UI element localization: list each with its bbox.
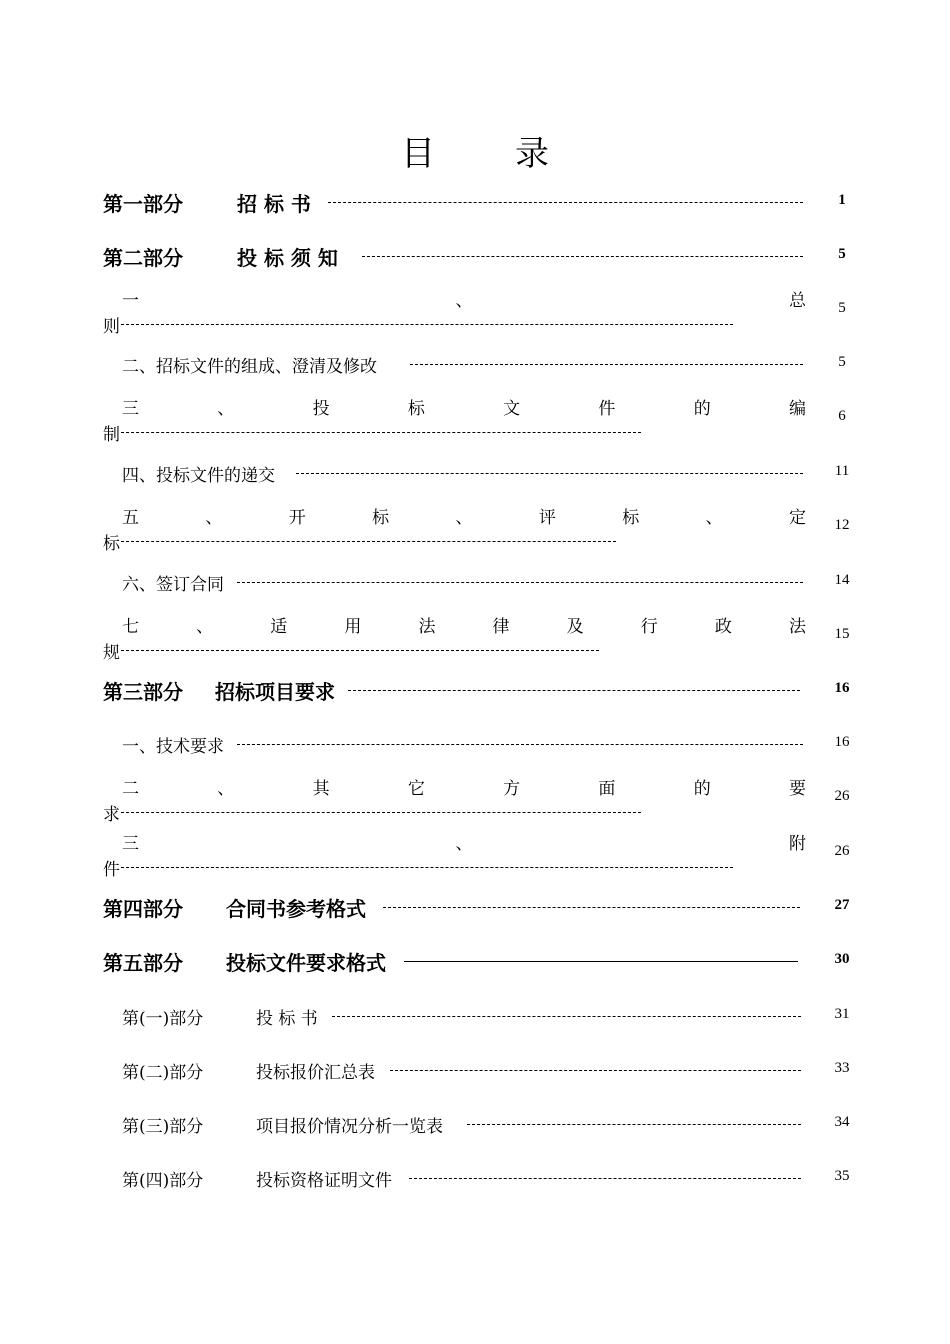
entry-title: 四、投标文件的递交 [122,466,275,486]
dot-leader [390,1070,801,1071]
page-number: 31 [834,1006,850,1022]
entry-title-line1: 五 、 开 标 、 评 标 、 定 [122,508,806,528]
dot-leader [121,812,641,813]
page-number: 15 [834,626,850,642]
part-label: 第五部分 [103,951,183,975]
entry-title-line2: 求 [103,805,120,825]
page-number: 27 [834,897,850,913]
dot-leader [237,582,803,583]
entry-title: 合同书参考格式 [226,897,366,921]
dot-leader [410,364,803,365]
page-number: 16 [834,680,850,696]
page-number: 6 [838,408,846,424]
page-number: 11 [834,463,850,479]
dot-leader [404,961,798,962]
part-label: 第二部分 [103,246,183,270]
page-number: 35 [834,1168,850,1184]
dot-leader [121,432,641,433]
dot-leader [409,1178,801,1179]
page-number: 30 [834,951,850,967]
toc-title [0,126,950,175]
entry-title-line2: 标 [103,534,120,554]
entry-title: 投标报价汇总表 [256,1063,375,1083]
entry-title: 投 标 书 [256,1009,318,1029]
dot-leader [328,202,803,203]
entry-title-line2: 规 [103,643,120,663]
title-char-2: 录 [515,134,549,174]
entry-title: 投标文件要求格式 [226,951,386,975]
dot-leader [362,256,803,257]
part-label: 第(二)部分 [122,1063,204,1083]
entry-title-line1: 一 、 总 [122,291,806,311]
entry-title-line1: 三 、 投 标 文 件 的 编 [122,399,806,419]
entry-title-line2: 制 [103,425,120,445]
entry-title-line2: 则 [103,317,120,337]
page-number: 26 [834,788,850,804]
part-label: 第(三)部分 [122,1117,204,1137]
page-number: 34 [834,1114,850,1130]
page-number: 12 [834,517,850,533]
page-number: 14 [834,572,850,588]
dot-leader [332,1016,801,1017]
entry-title: 项目报价情况分析一览表 [256,1117,443,1137]
entry-title: 招标项目要求 [215,680,335,704]
entry-title: 一、技术要求 [122,737,224,757]
dot-leader [348,690,800,691]
page-number: 5 [838,246,846,262]
dot-leader [121,324,733,325]
dot-leader [121,867,733,868]
entry-title: 招 标 书 [237,192,311,216]
page-number: 5 [838,354,846,370]
entry-title-line1: 三 、 附 [122,834,806,854]
entry-title-line1: 二 、 其 它 方 面 的 要 [122,779,806,799]
title-char-1: 目 [401,134,435,174]
part-label: 第(四)部分 [122,1171,204,1191]
entry-title-line1: 七 、 适 用 法 律 及 行 政 法 [122,617,806,637]
dot-leader [296,473,803,474]
dot-leader [383,907,800,908]
page-number: 1 [838,192,846,208]
page-number: 26 [834,843,850,859]
dot-leader [467,1124,801,1125]
page-number: 33 [834,1060,850,1076]
page-number: 5 [838,300,846,316]
entry-title: 二、招标文件的组成、澄清及修改 [122,357,377,377]
entry-title: 六、签订合同 [122,575,224,595]
dot-leader [237,744,803,745]
part-label: 第三部分 [103,680,183,704]
part-label: 第(一)部分 [122,1009,204,1029]
dot-leader [121,650,599,651]
entry-title: 投标资格证明文件 [256,1171,392,1191]
part-label: 第一部分 [103,192,183,216]
page-number: 16 [834,734,850,750]
entry-title-line2: 件 [103,860,120,880]
entry-title: 投 标 须 知 [237,246,338,270]
dot-leader [121,541,616,542]
part-label: 第四部分 [103,897,183,921]
